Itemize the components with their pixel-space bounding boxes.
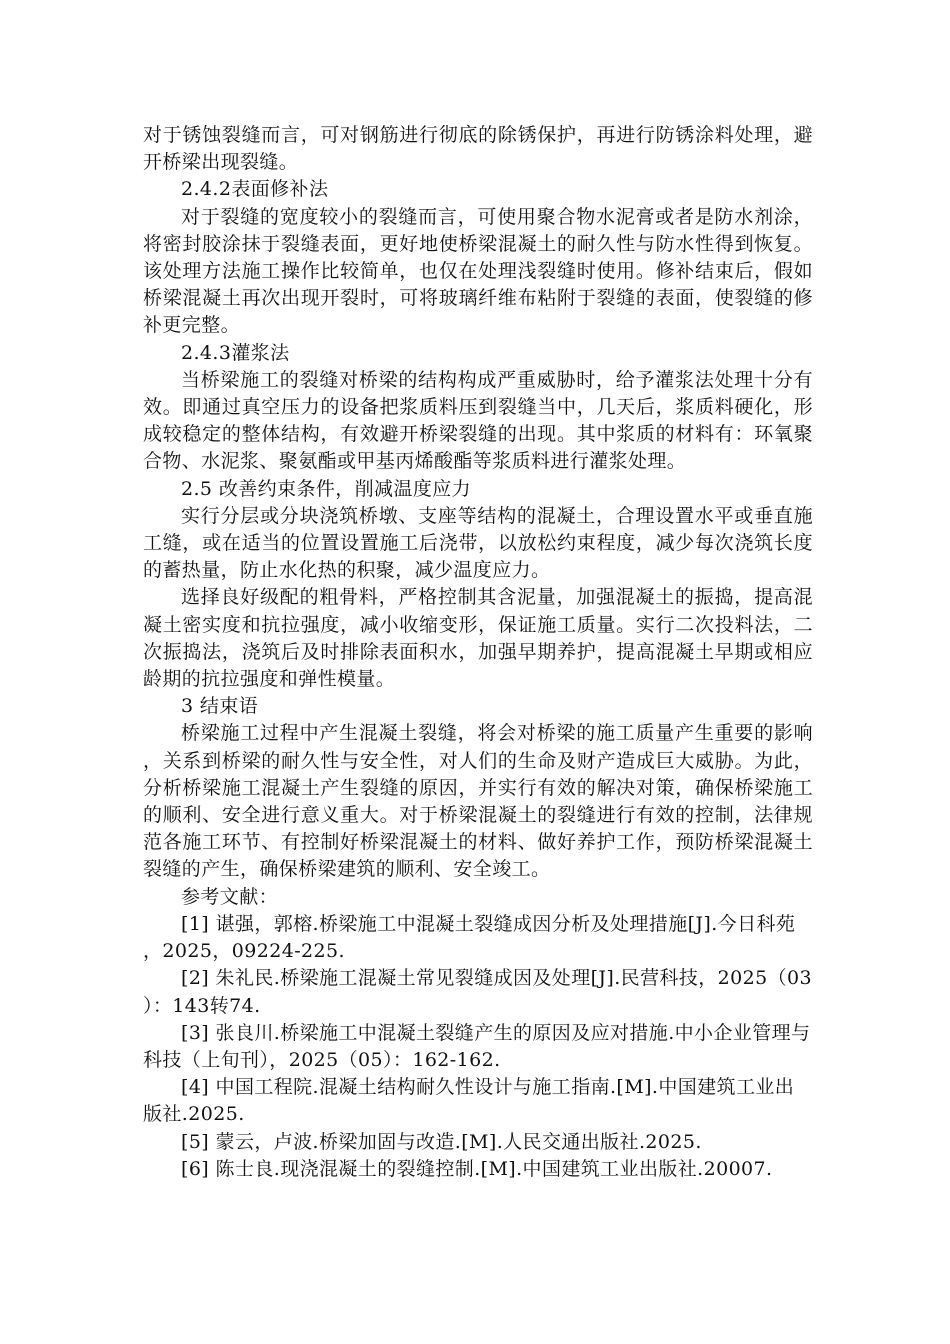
paragraph-grouting: 当桥梁施工的裂缝对桥梁的结构构成严重威胁时，给予灌浆法处理十分有效。即通过真空压力的设备把浆质料压到裂缝当中，几天后，浆质料硬化，形成较稳定的整体结构，有效避开桥梁裂缝的出现。其中浆质的材料有：环氧聚合物、水泥浆、聚氨酯或甲基丙烯酸酯等浆质料进行灌浆处理。	[143, 368, 813, 473]
reference-item-1: [1] 谌强，郭榕.桥梁施工中混凝土裂缝成因分析及处理措施[J].今日科苑，2025，09224-225.	[143, 912, 796, 963]
section-heading-conclusion: 3 结束语	[181, 695, 259, 718]
paragraph-layered-pouring: 实行分层或分块浇筑桥墩、支座等结构的混凝土，合理设置水平或垂直施工缝，或在适当的位置设置施工后浇带，以放松约束程度，减少每次浇筑长度的蓄热量，防止水化热的积聚，减少温度应力。	[143, 504, 813, 582]
paragraph-rust-crack-treatment: 对于锈蚀裂缝而言，可对钢筋进行彻底的除锈保护，再进行防锈涂料处理，避开桥梁出现裂缝。	[143, 124, 813, 174]
section-heading-2-5: 2.5 改善约束条件，削减温度应力	[181, 477, 472, 500]
reference-item-5: [5] 蒙云，卢波.桥梁加固与改造.[M].人民交通出版社.2025.	[181, 1130, 702, 1153]
reference-item-3: [3] 张良川.桥梁施工中混凝土裂缝产生的原因及应对措施.中小企业管理与科技（上旬刊），2025（05）：162-162.	[143, 1021, 811, 1071]
paragraph-aggregate-selection: 选择良好级配的粗骨料，严格控制其含泥量，加强混凝土的振捣，提高混凝土密实度和抗拉强度，减小收缩变形，保证施工质量。实行二次投料法，二次振捣法，浇筑后及时排除表面积水，加强早期养护，提高混凝土早期或相应龄期的抗拉强度和弹性模量。	[143, 586, 813, 691]
paragraph-surface-repair: 对于裂缝的宽度较小的裂缝而言，可使用聚合物水泥膏或者是防水剂涂，将密封胶涂抹于裂缝表面，更好地使桥梁混凝土的耐久性与防水性得到恢复。该处理方法施工操作比较简单，也仅在处理浅裂缝时使用。修补结束后，假如桥梁混凝土再次出现开裂时，可将玻璃纤维布粘附于裂缝的表面，使裂缝的修补更完整。	[143, 205, 813, 337]
reference-item-4: [4] 中国工程院.混凝土结构耐久性设计与施工指南.[M].中国建筑工业出版社.2025.	[143, 1076, 795, 1126]
section-heading-2-4-2: 2.4.2表面修补法	[181, 178, 329, 201]
references-heading: 参考文献：	[181, 885, 279, 908]
paragraph-conclusion: 桥梁施工过程中产生混凝土裂缝，将会对桥梁的施工质量产生重要的影响，关系到桥梁的耐久性与安全性，对人们的生命及财产造成巨大威胁。为此，分析桥梁施工混凝土产生裂缝的原因，并实行有效的解决对策，确保桥梁施工的顺利、安全进行意义重大。对于桥梁混凝土的裂缝进行有效的控制，法律规范各施工环节、有控制好桥梁混凝土的材料、做好养护工作，预防桥梁混凝土裂缝的产生，确保桥梁建筑的顺利、安全竣工。	[143, 722, 813, 881]
reference-item-2: [2] 朱礼民.桥梁施工混凝土常见裂缝成因及处理[J].民营科技，2025（03）：143转74.	[143, 967, 813, 1017]
reference-item-6: [6] 陈士良.现浇混凝土的裂缝控制.[M].中国建筑工业出版社.20007.	[181, 1157, 773, 1180]
section-heading-2-4-3: 2.4.3灌浆法	[181, 341, 290, 364]
document-body	[143, 122, 813, 1183]
